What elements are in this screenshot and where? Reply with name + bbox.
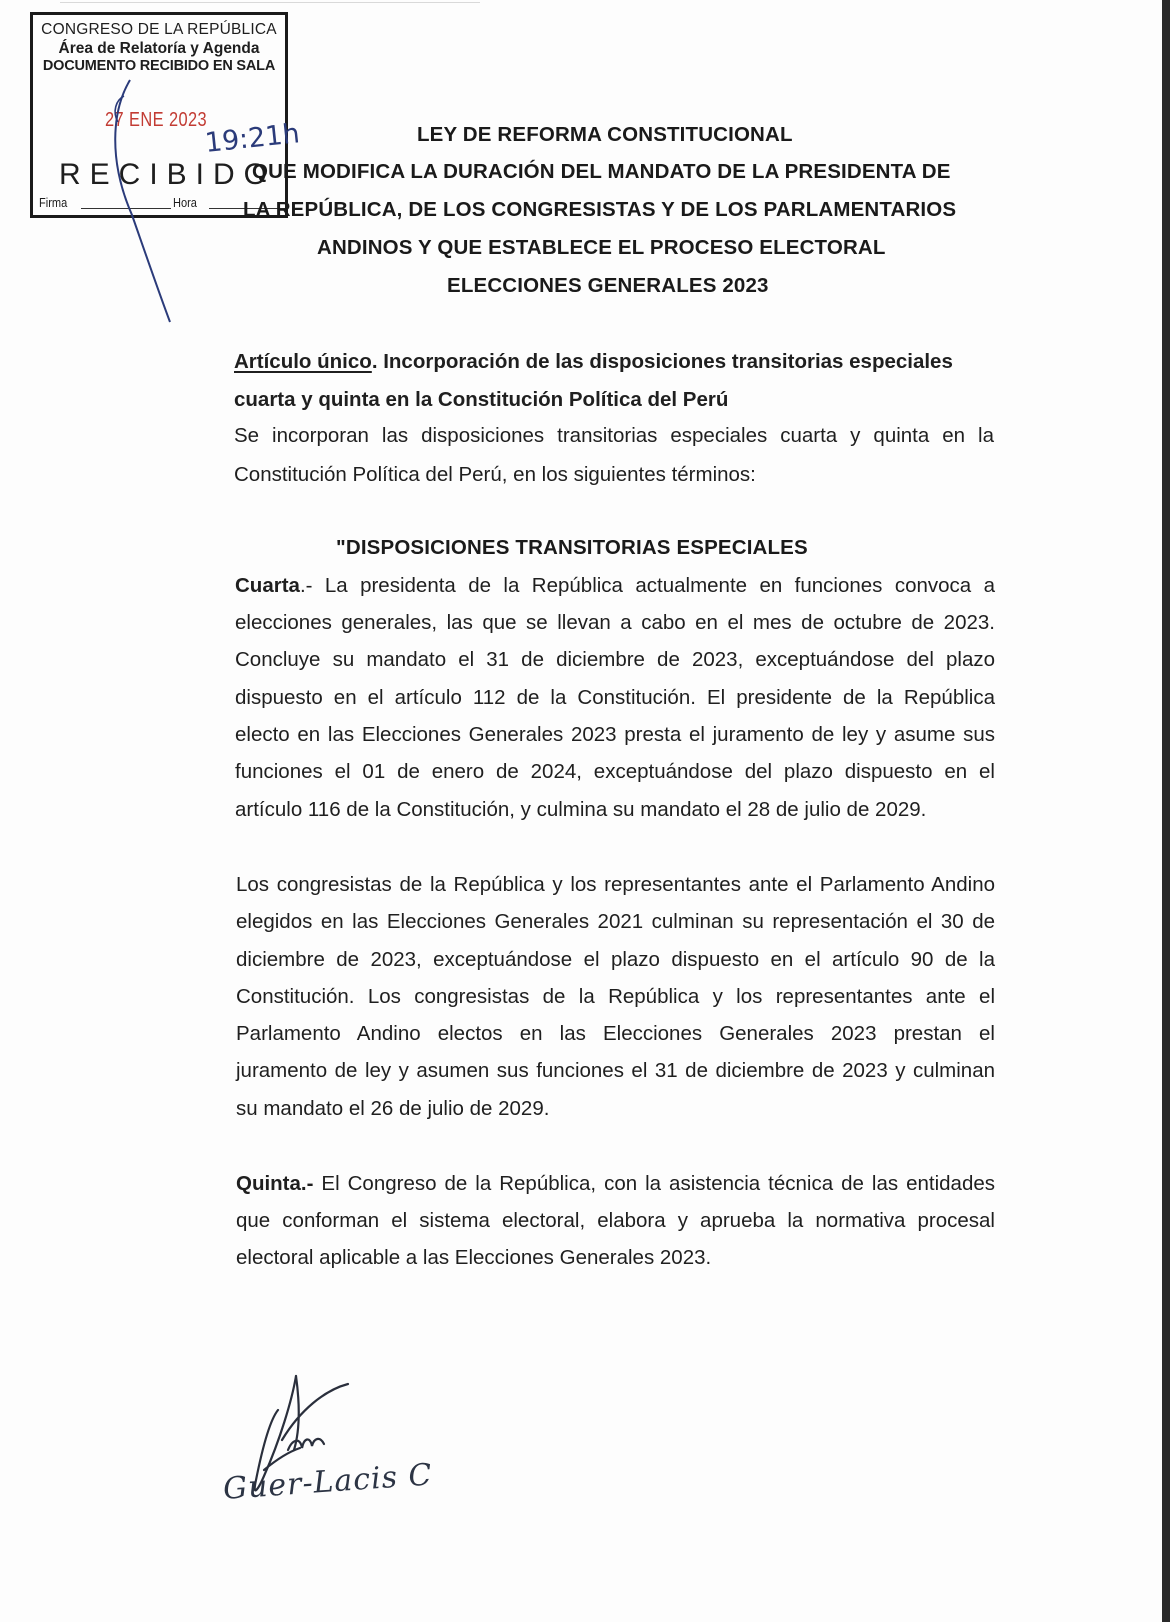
quinta-line: electoral aplicable a las Elecciones Generales 2023. bbox=[236, 1246, 712, 1269]
stamp-hora-label: Hora bbox=[173, 195, 197, 210]
title-line-5: ELECCIONES GENERALES 2023 bbox=[447, 274, 769, 297]
scan-artifact-line bbox=[60, 2, 480, 3]
cuarta-p2-line: elegidos en las Elecciones Generales 2021 culminan su representación el 30 de bbox=[236, 910, 995, 933]
article-intro-line-1: Se incorporan las disposiciones transitorias especiales cuarta y quinta en la bbox=[234, 424, 994, 447]
title-line-1: LEY DE REFORMA CONSTITUCIONAL bbox=[417, 123, 793, 146]
cuarta-p1-line: elecciones generales, las que se llevan a cabo en el mes de octubre de 2023. bbox=[235, 611, 995, 634]
article-heading-line-2: cuarta y quinta en la Constitución Política del Perú bbox=[234, 388, 729, 411]
article-heading bbox=[234, 350, 953, 374]
stamp-area: Área de Relatoría y Agenda bbox=[58, 40, 260, 57]
stamp-firma-line bbox=[81, 208, 171, 209]
cuarta-label: Cuarta bbox=[235, 574, 300, 597]
cuarta-p1-line: dispuesto en el artículo 112 de la Constitución. El presidente de la República bbox=[235, 686, 995, 709]
stamp-received-label: RECIBIDO bbox=[59, 158, 277, 191]
scan-edge bbox=[1162, 0, 1170, 1622]
cuarta-line-1: Cuarta.- La presidenta de la República actualmente en funciones convoca a bbox=[235, 574, 995, 597]
article-label: Artículo único bbox=[234, 350, 372, 373]
cuarta-p2-line: Parlamento Andino electos en las Elecciones Generales 2023 prestan el bbox=[236, 1022, 995, 1045]
article-intro-line-2: Constitución Política del Perú, en los siguientes términos: bbox=[234, 463, 756, 486]
cuarta-p2-line: Los congresistas de la República y los representantes ante el Parlamento Andino bbox=[236, 873, 995, 896]
cuarta-p2-line: Constitución. Los congresistas de la República y los representantes ante el bbox=[236, 985, 995, 1008]
title-line-2: QUE MODIFICA LA DURACIÓN DEL MANDATO DE LA PRESIDENTA DE bbox=[252, 160, 951, 183]
stamp-document-received: DOCUMENTO RECIBIDO EN SALA bbox=[42, 58, 276, 74]
title-line-4: ANDINOS Y QUE ESTABLECE EL PROCESO ELECTORAL bbox=[317, 236, 886, 259]
cuarta-p1-line: electo en las Elecciones Generales 2023 presta el juramento de ley y asume sus bbox=[235, 723, 995, 746]
stamp-institution: CONGRESO DE LA REPÚBLICA bbox=[41, 21, 277, 38]
stamp-date: 27 ENE 2023 bbox=[105, 109, 208, 131]
quinta-line: que conforman el sistema electoral, elabora y aprueba la normativa procesal bbox=[236, 1209, 995, 1232]
stamp-handwritten-time: 19:21h bbox=[203, 118, 302, 159]
stamp-firma-label: Firma bbox=[39, 195, 68, 210]
cuarta-p1-line: Concluye su mandato el 31 de diciembre de 2023, exceptuándose del plazo bbox=[235, 648, 995, 671]
cuarta-p2-line: su mandato el 26 de julio de 2029. bbox=[236, 1097, 550, 1120]
article-heading-rest: . Incorporación de las disposiciones transitorias especiales bbox=[371, 350, 953, 373]
quinta-label: Quinta.- bbox=[236, 1172, 314, 1195]
signature-name: Guer-Lacis C bbox=[222, 1457, 434, 1507]
reception-stamp bbox=[30, 12, 288, 218]
title-line-3: LA REPÚBLICA, DE LOS CONGRESISTAS Y DE LOS PARLAMENTARIOS bbox=[243, 198, 957, 221]
cuarta-p2-line: juramento de ley y asumen sus funciones el 31 de diciembre de 2023 y culminan bbox=[236, 1059, 995, 1082]
cuarta-p2-line: diciembre de 2023, exceptuándose el plazo dispuesto en el artículo 90 de la bbox=[236, 948, 995, 971]
dispositions-heading: "DISPOSICIONES TRANSITORIAS ESPECIALES bbox=[336, 536, 808, 559]
quinta-line-1: Quinta.- El Congreso de la República, con la asistencia técnica de las entidades bbox=[236, 1172, 995, 1195]
cuarta-p1-line: artículo 116 de la Constitución, y culmina su mandato el 28 de julio de 2029. bbox=[235, 798, 927, 821]
cuarta-p1-line: funciones el 01 de enero de 2024, exceptuándose del plazo dispuesto en el bbox=[235, 760, 995, 783]
